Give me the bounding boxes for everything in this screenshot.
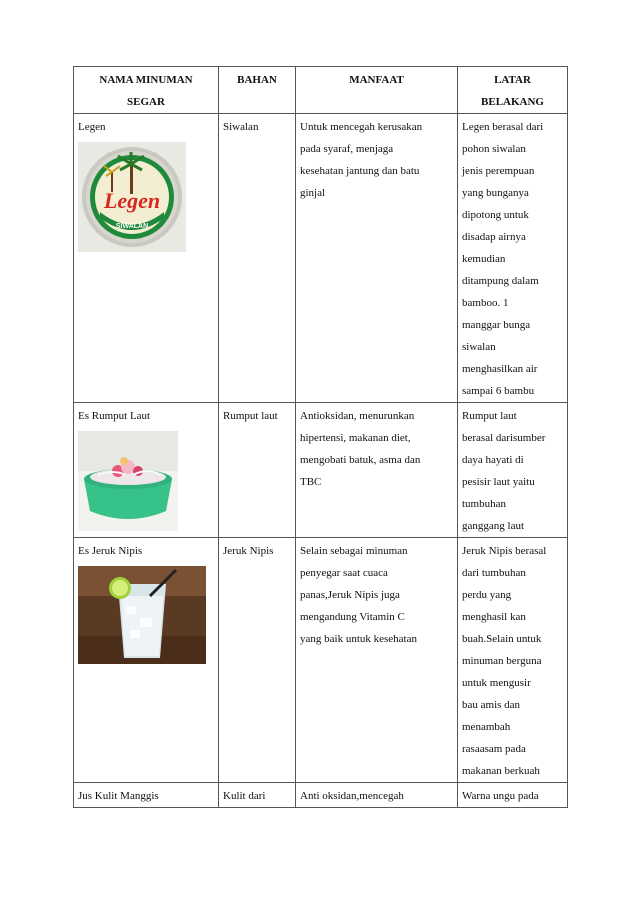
latar-line: yang bunganya (462, 187, 529, 199)
latar-line: berasal darisumber (462, 432, 546, 444)
bahan-line: Siwalan (223, 121, 259, 133)
cell-bahan (219, 538, 296, 783)
manfaat-line: panas,Jeruk Nipis juga (300, 589, 400, 601)
latar-line: kemudian (462, 253, 506, 265)
header-latar-line: BELAKANG (481, 96, 544, 108)
manfaat-line: mengandung Vitamin C (300, 611, 405, 623)
cell-bahan (219, 403, 296, 538)
manfaat-line: mengobati batuk, asma dan (300, 454, 421, 466)
table-header-row (74, 67, 568, 114)
cell-manfaat (296, 114, 458, 403)
latar-line: sampai 6 bambu (462, 385, 535, 397)
header-name-line: SEGAR (127, 96, 165, 108)
latar-line: rasaasam pada (462, 743, 526, 755)
latar-line: bamboo. 1 (462, 297, 509, 309)
manfaat-line: ginjal (300, 187, 326, 199)
cell-name (74, 538, 219, 783)
table-row (74, 783, 568, 808)
latar-line: dari tumbuhan (462, 567, 526, 579)
latar-line: Rumput laut (462, 410, 517, 422)
latar-line: buah.Selain untuk (462, 633, 542, 645)
latar-line: menghasilkan air (462, 363, 538, 375)
header-latar-line: LATAR (494, 74, 531, 86)
bahan-line: Jeruk Nipis (223, 545, 274, 557)
latar-line: menghasil kan (462, 611, 526, 623)
header-latar (458, 67, 568, 114)
manfaat-line: pada syaraf, menjaga (300, 143, 394, 155)
drink-name: Es Jeruk Nipis (78, 545, 143, 557)
latar-line: manggar bunga (462, 319, 531, 331)
manfaat-line: yang baik untuk kesehatan (300, 633, 417, 645)
cell-manfaat (296, 783, 458, 808)
latar-line: Legen berasal dari (462, 121, 544, 133)
latar-line: untuk mengusir (462, 677, 531, 689)
cell-name (74, 403, 219, 538)
cell-manfaat (296, 538, 458, 783)
latar-line: daya hayati di (462, 454, 524, 466)
cell-latar (458, 403, 568, 538)
drink-name: Jus Kulit Manggis (78, 790, 159, 802)
table-row (74, 403, 568, 538)
manfaat-line: penyegar saat cuaca (300, 567, 388, 579)
latar-line: pesisir laut yaitu (462, 476, 535, 488)
latar-line: jenis perempuan (462, 165, 535, 177)
latar-line: tumbuhan (462, 498, 506, 510)
table-row (74, 538, 568, 783)
header-name (74, 67, 219, 114)
latar-line: pohon siwalan (462, 143, 526, 155)
header-manfaat-line: MANFAAT (349, 74, 404, 86)
es-rumput-laut-image (78, 431, 178, 531)
latar-line: dipotong untuk (462, 209, 529, 221)
drinks-table (73, 66, 568, 808)
latar-line: perdu yang (462, 589, 512, 601)
latar-line: siwalan (462, 341, 496, 353)
legen-logo-text: Legen (103, 188, 161, 213)
manfaat-line: kesehatan jantung dan batu (300, 165, 420, 177)
latar-line: ganggang laut (462, 520, 525, 532)
latar-line: bau amis dan (462, 699, 521, 711)
drink-name: Legen (78, 121, 106, 133)
es-jeruk-nipis-image (78, 566, 206, 664)
latar-line: Warna ungu pada (462, 790, 539, 802)
cell-manfaat (296, 403, 458, 538)
header-bahan (219, 67, 296, 114)
latar-line: disadap airnya (462, 231, 526, 243)
table-row (74, 114, 568, 403)
drink-name: Es Rumput Laut (78, 410, 151, 422)
latar-line: makanan berkuah (462, 765, 540, 777)
cell-bahan (219, 783, 296, 808)
bahan-line: Rumput laut (223, 410, 278, 422)
cell-latar (458, 538, 568, 783)
siwalan-label-text: SIWALAN (115, 223, 149, 230)
latar-line: Jeruk Nipis berasal (462, 545, 547, 557)
cell-name (74, 114, 219, 403)
manfaat-line: Anti oksidan,mencegah (300, 790, 404, 802)
legen-bottle-cap-image (78, 142, 186, 252)
manfaat-line: Untuk mencegah kerusakan (300, 121, 423, 133)
manfaat-line: hipertensi, makanan diet, (300, 432, 411, 444)
cell-name (74, 783, 219, 808)
manfaat-line: Selain sebagai minuman (300, 545, 408, 557)
latar-line: ditampung dalam (462, 275, 539, 287)
bahan-line: Kulit dari (223, 790, 266, 802)
manfaat-line: TBC (300, 476, 322, 488)
cell-bahan (219, 114, 296, 403)
header-name-line: NAMA MINUMAN (99, 74, 193, 86)
latar-line: minuman berguna (462, 655, 542, 667)
latar-line: menambah (462, 721, 511, 733)
cell-latar (458, 114, 568, 403)
header-manfaat (296, 67, 458, 114)
manfaat-line: Antioksidan, menurunkan (300, 410, 415, 422)
header-bahan-line: BAHAN (237, 74, 277, 86)
cell-latar (458, 783, 568, 808)
